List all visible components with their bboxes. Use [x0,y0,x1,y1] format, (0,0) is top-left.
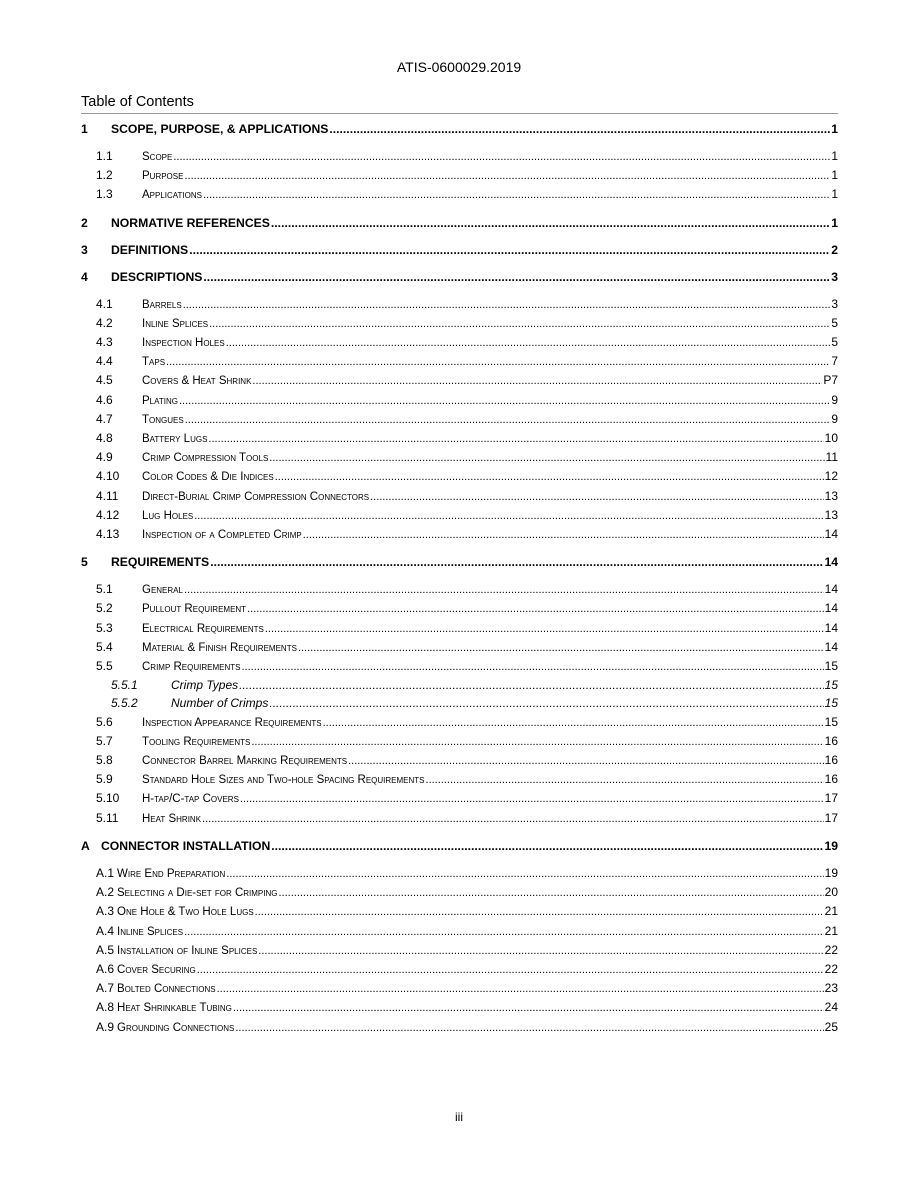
toc-leader-dots [239,676,824,694]
toc-entry-number: 1 [81,122,88,136]
toc-entry-subsection-4-8[interactable] [81,429,838,448]
toc-leader-dots [271,214,830,232]
toc-leader-dots [348,752,824,770]
toc-entry-number: 5.5.2 [111,696,138,711]
toc-entry-title: Selecting a Die-set for Crimping [117,887,278,900]
toc-entry-number: 4.9 [96,450,113,465]
toc-entry-title: Standard Hole Sizes and Two-hole Spacing Requirements [142,774,425,787]
toc-entry-number: A.2 [96,885,115,900]
toc-entry-section-1[interactable] [81,120,838,138]
toc-entry-number: A.7 [96,981,115,996]
toc-entry-title: Direct-Burial Crimp Compression Connectors [142,490,370,503]
toc-entry-subsection-a-3[interactable] [81,902,838,921]
document-header: ATIS-0600029.2019 [396,59,522,75]
toc-entry-number: 4.3 [96,335,113,350]
toc-leader-dots [269,449,824,467]
toc-entry-number: 5.10 [96,791,120,806]
toc-entry-page: 17 [824,791,838,806]
toc-entry-page: 14 [824,620,838,635]
toc-entry-title: Color Codes & Die Indices [142,471,274,484]
toc-entry-title: Purpose [142,170,184,183]
toc-leader-dots [265,620,824,638]
toc-entry-number: A.6 [96,961,115,976]
toc-leader-dots [233,999,824,1017]
toc-entry-number: 5.5 [96,659,113,674]
toc-entry-section-4[interactable] [81,268,838,286]
toc-entry-number: 5.3 [96,620,113,635]
toc-leader-dots [251,733,823,751]
toc-entry-number: A.9 [96,1019,115,1034]
toc-entry-number: A.8 [96,1000,115,1015]
toc-entry-subsection-a-7[interactable] [81,979,838,998]
toc-entry-number: A.1 [96,865,115,880]
toc-leader-dots [226,865,823,883]
toc-entry-number: 5.6 [96,714,113,729]
toc-entry-title: Cover Securing [117,963,196,976]
toc-entry-page: 13 [824,488,838,503]
toc-entry-page: 14 [824,555,838,570]
toc-entry-number: 5.11 [96,810,119,825]
toc-entry-page: 15 [824,714,838,729]
toc-leader-dots [278,884,823,902]
toc-entry-title: Barrels [142,298,182,311]
toc-entry-page: 19 [824,865,838,880]
toc-entry-title: Number of Crimps [171,696,269,711]
toc-entry-subsection-4-10[interactable] [81,467,838,486]
toc-entry-title: Grounding Connections [117,1021,235,1034]
toc-entry-subsection-5-6[interactable] [81,713,838,732]
toc-entry-title: CONNECTOR INSTALLATION [101,838,271,853]
toc-entry-number: 4.5 [96,373,113,388]
toc-leader-dots [217,980,824,998]
toc-leader-dots [258,942,823,960]
toc-entry-title: Heat Shrinkable Tubing [117,1002,232,1015]
toc-entry-subsection-1-1[interactable] [81,147,838,166]
toc-entry-number: A.5 [96,942,115,957]
toc-entry-subsection-a-6[interactable] [81,960,838,979]
toc-leader-dots [208,430,823,448]
toc-entry-page: 9 [831,411,838,426]
toc-entry-subsection-a-2[interactable] [81,883,838,902]
toc-entry-page: 7 [831,354,838,369]
toc-entry-title: DESCRIPTIONS [111,269,203,284]
toc-leader-dots [184,923,824,941]
toc-entry-title: Pullout Requirement [142,603,247,616]
toc-leader-dots [202,810,824,828]
toc-entry-number: 5.1 [96,582,113,597]
toc-entry-subsection-1-2[interactable] [81,166,838,185]
toc-entry-number: 4.13 [96,527,120,542]
toc-entry-section-a[interactable] [81,837,838,855]
toc-leader-dots [298,639,824,657]
toc-entry-title: Inspection Holes [142,337,225,350]
toc-entry-subsection-4-2[interactable] [81,314,838,333]
toc-entry-page: 16 [824,753,838,768]
toc-entry-page: 25 [824,1019,838,1034]
toc-entry-title: REQUIREMENTS [111,555,210,570]
toc-entry-title: Electrical Requirements [142,622,264,635]
toc-entry-page: 12 [824,469,838,484]
toc-entry-title: Material & Finish Requirements [142,641,297,654]
toc-entry-section-3[interactable] [81,241,838,259]
toc-entry-number: 1.3 [96,187,113,202]
toc-entry-subsection-4-12[interactable] [81,506,838,525]
toc-entry-title: SCOPE, PURPOSE, & APPLICATIONS [111,122,329,136]
toc-leader-dots [210,553,823,571]
toc-entry-number: 4.1 [96,296,113,311]
toc-leader-dots [203,186,830,204]
toc-entry-page: 21 [824,904,838,919]
toc-leader-dots [235,1019,823,1037]
toc-entry-subsection-4-6[interactable] [81,391,838,410]
toc-entry-subsection-4-13[interactable] [81,525,838,544]
toc-entry-page: 17 [824,810,838,825]
toc-entry-number: 4 [81,269,88,284]
toc-entry-subsection-5-5[interactable] [81,657,838,676]
toc-entry-page: 5 [831,335,838,350]
toc-leader-dots [329,120,830,138]
toc-entry-page: 14 [824,601,838,616]
toc-entry-title: Lug Holes [142,509,194,522]
toc-leader-dots [240,790,824,808]
toc-entry-subsection-5-3[interactable] [81,619,838,638]
toc-entry-number: A.3 [96,904,115,919]
toc-entry-page: 1 [831,168,838,183]
toc-leader-dots [241,658,823,676]
toc-entry-page: 14 [824,582,838,597]
toc-entry-title: Tooling Requirements [142,735,251,748]
toc-entry-subsection-a-5[interactable] [81,941,838,960]
toc-entry-page: 15 [824,678,838,693]
toc-entry-title: DEFINITIONS [111,242,189,257]
toc-entry-title: Crimp Types [171,678,239,693]
toc-entry-title: Inspection of a Completed Crimp [142,529,302,542]
toc-entry-page: 24 [824,1000,838,1015]
toc-leader-dots [189,241,830,259]
toc-leader-dots [303,526,824,544]
toc-entry-page: 14 [824,527,838,542]
toc-leader-dots [426,771,824,789]
toc-leader-dots [184,167,830,185]
toc-entry-number: 5.5.1 [111,678,138,693]
toc-entry-subsection-5-5-1[interactable] [81,676,838,694]
toc-leader-dots [183,296,831,314]
toc-entry-subsection-5-4[interactable] [81,638,838,657]
toc-entry-title: Inline Splices [117,925,184,938]
toc-leader-dots [185,411,831,429]
toc-entry-subsection-4-5[interactable] [81,371,838,390]
toc-leader-dots [226,334,831,352]
toc-entry-number: 5.7 [96,733,113,748]
toc-leader-dots [370,488,824,506]
toc-entry-title: Crimp Requirements [142,661,241,674]
toc-entry-subsection-5-5-2[interactable] [81,694,838,712]
toc-entry-number: 5.9 [96,772,113,787]
toc-entry-subsection-4-1[interactable] [81,295,838,314]
toc-entry-page: 15 [824,696,838,711]
table-of-contents [81,120,838,1037]
toc-entry-page: 5 [831,315,838,330]
toc-entry-title: Applications [142,189,202,202]
toc-entry-page: 19 [824,838,838,853]
toc-entry-title: Crimp Compression Tools [142,452,269,465]
toc-entry-number: 1.2 [96,168,113,183]
toc-leader-dots [247,600,824,618]
toc-title: Table of Contents [81,94,194,110]
toc-entry-title: Scope [142,151,173,163]
toc-entry-subsection-5-11[interactable] [81,809,838,828]
toc-entry-number: 5.2 [96,601,113,616]
toc-entry-number: 3 [81,242,88,257]
toc-entry-title: Bolted Connections [117,983,216,996]
toc-entry-page: 1 [831,122,838,136]
toc-leader-dots [203,268,830,286]
toc-leader-dots [179,392,830,410]
toc-entry-title: Taps [142,356,166,369]
toc-entry-subsection-4-4[interactable] [81,352,838,371]
toc-leader-dots [173,148,830,166]
toc-entry-subsection-4-11[interactable] [81,487,838,506]
toc-leader-dots [269,694,823,712]
toc-entry-page: 9 [831,392,838,407]
toc-entry-page: 16 [824,772,838,787]
toc-entry-subsection-5-2[interactable] [81,599,838,618]
toc-leader-dots [252,372,822,390]
toc-entry-title: General [142,584,183,597]
toc-entry-subsection-5-10[interactable] [81,789,838,808]
toc-entry-page: 10 [824,431,838,446]
toc-entry-subsection-5-9[interactable] [81,770,838,789]
toc-entry-page: 3 [831,269,838,284]
toc-leader-dots [166,353,830,371]
toc-entry-number: 5 [81,555,88,570]
toc-entry-title: Battery Lugs [142,433,208,446]
toc-entry-number: 4.10 [96,469,120,484]
toc-entry-title: Plating [142,394,178,407]
toc-entry-page: 13 [824,507,838,522]
toc-entry-page: 16 [824,733,838,748]
toc-entry-number: 5.4 [96,639,113,654]
toc-entry-number: 4.8 [96,431,113,446]
toc-entry-title: H-tap/C-tap Covers [142,793,239,806]
toc-leader-dots [197,961,824,979]
toc-entry-title: Connector Barrel Marking Requirements [142,755,348,768]
toc-entry-number: 1.1 [96,149,113,163]
toc-entry-number: 2 [81,215,88,230]
toc-entry-page: 21 [824,923,838,938]
toc-entry-page: 11 [825,450,838,465]
toc-entry-subsection-4-3[interactable] [81,333,838,352]
toc-leader-dots [271,837,823,855]
toc-entry-subsection-5-8[interactable] [81,751,838,770]
toc-entry-page: 1 [831,187,838,202]
toc-entry-title: Inline Splices [142,317,209,330]
toc-entry-subsection-a-8[interactable] [81,998,838,1017]
toc-entry-title: Inspection Appearance Requirements [142,716,322,729]
toc-entry-title: One Hole & Two Hole Lugs [117,906,254,919]
toc-entry-subsection-a-1[interactable] [81,864,838,883]
toc-entry-number: A [81,838,90,853]
toc-entry-number: 4.4 [96,354,113,369]
toc-entry-page: 20 [824,885,838,900]
toc-entry-subsection-5-7[interactable] [81,732,838,751]
toc-entry-page: 14 [824,639,838,654]
toc-entry-title: NORMATIVE REFERENCES [111,215,270,230]
toc-entry-title: Tongues [142,413,184,426]
toc-entry-number: 4.11 [96,488,119,503]
toc-entry-title: Installation of Inline Splices [117,944,258,957]
toc-entry-subsection-a-9[interactable] [81,1018,838,1037]
toc-entry-title: Heat Shrink [142,812,202,825]
toc-leader-dots [184,581,824,599]
toc-leader-dots [209,315,830,333]
toc-entry-page: 22 [824,961,838,976]
toc-entry-page: 23 [824,981,838,996]
toc-leader-dots [275,468,824,486]
toc-entry-number: 5.8 [96,753,113,768]
toc-entry-number: A.4 [96,923,115,938]
toc-entry-subsection-5-1[interactable] [81,580,838,599]
toc-entry-page: 15 [824,659,838,674]
toc-entry-number: 4.7 [96,411,113,426]
toc-entry-title: Wire End Preparation [117,867,226,880]
toc-entry-page: 1 [831,149,838,163]
toc-entry-section-2[interactable] [81,214,838,232]
toc-leader-dots [255,903,824,921]
toc-entry-page: 2 [831,242,838,257]
toc-entry-page: 22 [824,942,838,957]
toc-heading [81,93,838,114]
toc-entry-number: 4.2 [96,315,113,330]
toc-entry-section-5[interactable] [81,553,838,571]
toc-entry-subsection-4-7[interactable] [81,410,838,429]
toc-entry-title: Covers & Heat Shrink [142,375,252,388]
toc-entry-subsection-1-3[interactable] [81,185,838,204]
toc-entry-subsection-a-4[interactable] [81,922,838,941]
page-number: iii [455,1110,463,1124]
toc-leader-dots [194,507,823,525]
toc-leader-dots [323,714,824,732]
toc-entry-number: 4.12 [96,507,120,522]
toc-entry-page: 1 [831,215,838,230]
toc-entry-subsection-4-9[interactable] [81,448,838,467]
toc-entry-page: 3 [831,296,838,311]
toc-entry-page: P7 [823,373,838,388]
toc-entry-number: 4.6 [96,392,113,407]
